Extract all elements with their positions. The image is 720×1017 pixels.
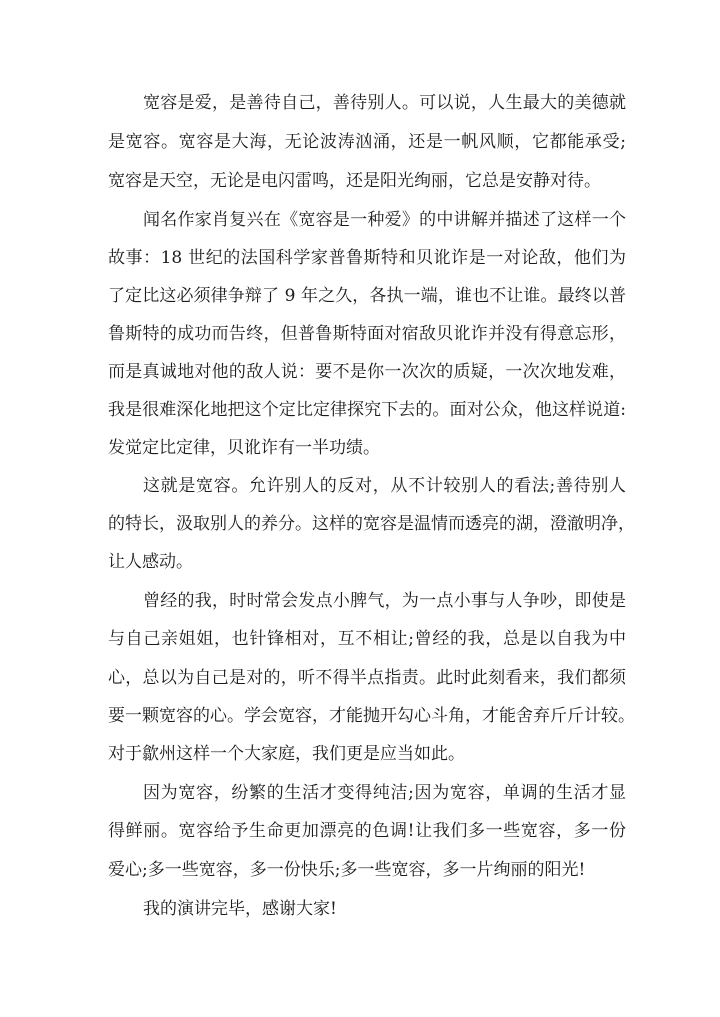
paragraph-4-line-2: 与自己亲姐姐，也针锋相对，互不相让;曾经的我，总是以自我为中 (108, 629, 626, 649)
paragraph-2-line-5: 而是真诚地对他的敌人说：要不是你一次次的质疑，一次次地发难， (108, 362, 626, 382)
paragraph-2-line-2: 故事：18 世纪的法国科学家普鲁斯特和贝讹诈是一对论敌，他们为 (108, 248, 626, 268)
paragraph-1-line-3: 宽容是天空，无论是电闪雷鸣，还是阳光绚丽，它总是安静对待。 (108, 171, 601, 191)
paragraph-1-line-2: 是宽容。宽容是大海，无论波涛汹涌，还是一帆风顺，它都能承受; (108, 132, 626, 152)
paragraph-5-line-3: 爱心;多一些宽容，多一份快乐;多一些宽容，多一片绚丽的阳光! (108, 860, 586, 880)
paragraph-4-line-4: 要一颗宽容的心。学会宽容，才能抛开勾心斗角，才能舍弃斤斤计较。 (108, 706, 635, 726)
paragraph-3-line-3: 让人感动。 (108, 552, 193, 572)
paragraph-2-line-7: 发觉定比定律，贝讹诈有一半功绩。 (108, 438, 380, 458)
paragraph-2-line-6: 我是很难深化地把这个定比定律探究下去的。面对公众，他这样说道: (108, 400, 626, 420)
paragraph-2-line-4: 鲁斯特的成功而告终，但普鲁斯特面对宿敌贝讹诈并没有得意忘形， (108, 324, 626, 344)
paragraph-4-line-5: 对于歙州这样一个大家庭，我们更是应当如此。 (108, 744, 465, 764)
paragraph-5-line-2: 得鲜丽。宽容给予生命更加漂亮的色调!让我们多一些宽容，多一份 (108, 821, 626, 841)
paragraph-4-line-3: 心，总以为自己是对的，听不得半点指责。此时此刻看来，我们都须 (108, 668, 626, 688)
paragraph-5-line-1: 因为宽容，纷繁的生活才变得纯洁;因为宽容，单调的生活才显 (143, 783, 626, 803)
paragraph-6-line-1: 我的演讲完毕，感谢大家! (143, 899, 337, 919)
paragraph-2-line-3: 了定比这必须律争辩了 9 年之久，各执一端，谁也不让谁。最终以普 (108, 286, 626, 306)
paragraph-2-line-1: 闻名作家肖复兴在《宽容是一种爱》的中讲解并描述了这样一个 (143, 210, 626, 230)
paragraph-3-line-2: 的特长，汲取别人的养分。这样的宽容是温情而透亮的湖，澄澈明净， (108, 514, 635, 534)
paragraph-1-line-1: 宽容是爱，是善待自己，善待别人。可以说，人生最大的美德就 (143, 93, 626, 113)
paragraph-4-line-1: 曾经的我，时时常会发点小脾气，为一点小事与人争吵，即使是 (143, 591, 626, 611)
paragraph-3-line-1: 这就是宽容。允许别人的反对，从不计较别人的看法;善待别人 (143, 476, 626, 496)
